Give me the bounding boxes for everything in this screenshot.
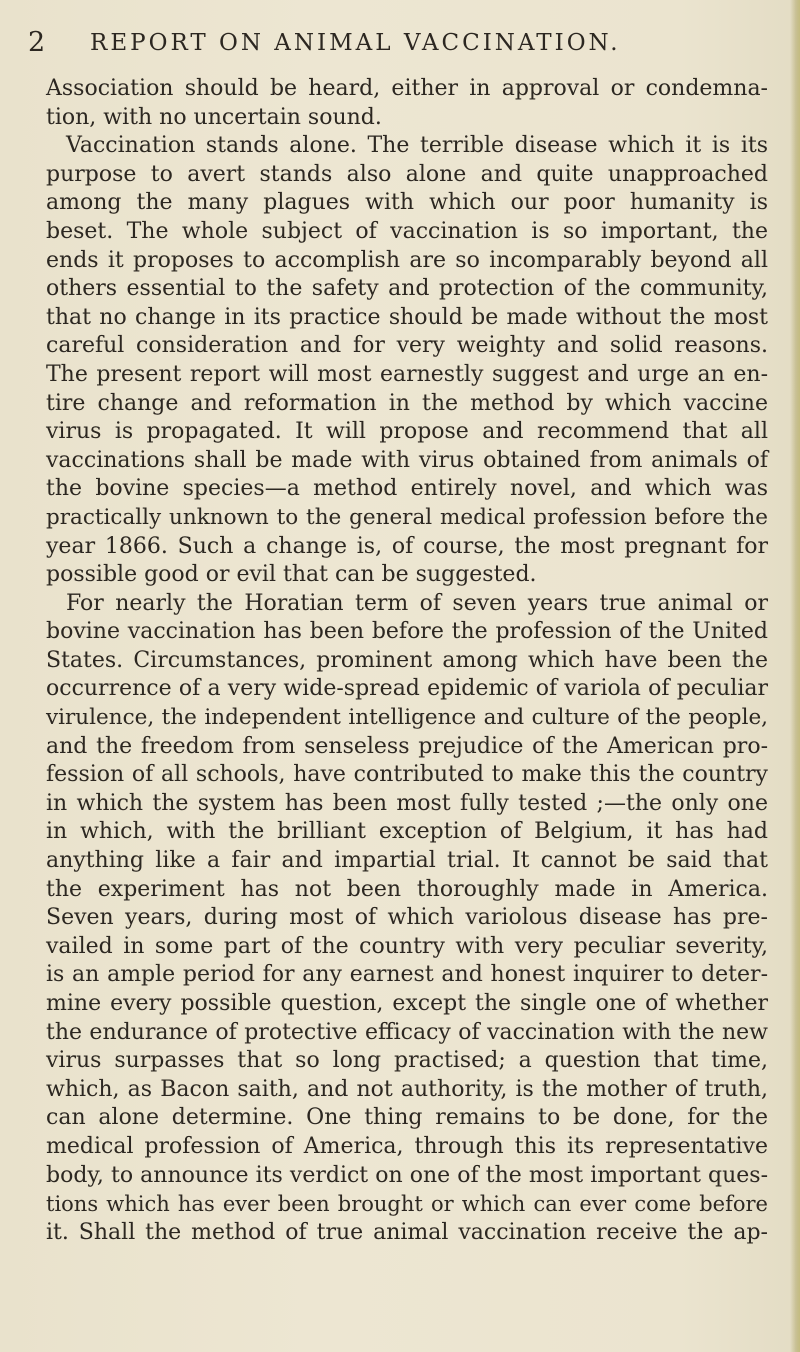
page-number: 2 [28, 27, 46, 58]
text-line: which, as Bacon saith, and not authority, is the mother of truth, [46, 1076, 768, 1102]
text-line: is an ample period for any earnest and honest inquirer to deter- [46, 962, 768, 988]
text-line: in which the system has been most fully tested ;—the only one [46, 790, 768, 816]
text-line: States. Circumstances, prominent among which have been the [46, 647, 768, 673]
text-line: tire change and reformation in the method by which vaccine [46, 390, 768, 416]
text-line: Vaccination stands alone. The terrible disease which it is its [66, 133, 768, 159]
body-text [46, 75, 768, 1247]
text-line: careful consideration and for very weighty and solid reasons. [46, 333, 768, 359]
text-line: virulence, the independent intelligence and culture of the people, [46, 705, 768, 731]
running-head: REPORT ON ANIMAL VACCINATION. [90, 30, 621, 56]
text-line: that no change in its practice should be made without the most [46, 304, 768, 330]
page-header [28, 20, 768, 60]
text-line: tions which has ever been brought or which can ever come before [46, 1192, 768, 1217]
text-line: Seven years, during most of which variolous disease has pre- [46, 905, 768, 931]
text-line: body, to announce its verdict on one of the most important ques- [46, 1162, 768, 1188]
text-line: occurrence of a very wide-spread epidemic of variola of peculiar [46, 676, 768, 702]
text-line: vailed in some part of the country with very peculiar severity, [46, 933, 768, 959]
text-line: virus is propagated. It will propose and recommend that all [46, 419, 768, 445]
text-line: can alone determine. One thing remains to be done, for the [46, 1105, 768, 1131]
text-line: purpose to avert stands also alone and quite unapproached [46, 161, 768, 187]
text-line: practically unknown to the general medical profession before the [46, 504, 768, 530]
text-line: others essential to the safety and protection of the community, [46, 276, 768, 302]
text-line: year 1866. Such a change is, of course, the most pregnant for [46, 533, 768, 559]
text-line: the bovine species—a method entirely novel, and which was [46, 476, 768, 502]
text-line: bovine vaccination has been before the profession of the United [46, 619, 768, 645]
text-line: The present report will most earnestly suggest and urge an en- [46, 361, 768, 387]
text-line: among the many plagues with which our poor humanity is [46, 190, 768, 216]
text-line: ends it proposes to accomplish are so incomparably beyond all [46, 247, 768, 273]
text-line: possible good or evil that can be suggested. [46, 562, 537, 588]
page-edge-shadow [790, 0, 800, 1352]
text-line: For nearly the Horatian term of seven years true animal or [66, 590, 768, 616]
text-line: vaccinations shall be made with virus obtained from animals of [46, 447, 768, 473]
text-line: it. Shall the method of true animal vaccination receive the ap- [46, 1219, 768, 1245]
text-line: mine every possible question, except the single one of whether [46, 991, 768, 1016]
text-line: the endurance of protective efficacy of vaccination with the new [46, 1019, 768, 1045]
text-line: tion, with no uncertain sound. [46, 104, 382, 130]
text-line: beset. The whole subject of vaccination is so important, the [46, 218, 768, 244]
text-line: Association should be heard, either in approval or condemna- [46, 76, 768, 101]
text-line: fession of all schools, have contributed to make this the country [46, 762, 768, 788]
text-line: in which, with the brilliant exception of Belgium, it has had [46, 819, 768, 845]
text-line: medical profession of America, through this its representative [46, 1133, 768, 1159]
text-line: anything like a fair and impartial trial. It cannot be said that [46, 848, 768, 874]
text-line: the experiment has not been thoroughly made in America. [46, 876, 768, 902]
text-line: and the freedom from senseless prejudice of the American pro- [46, 733, 768, 759]
text-line: virus surpasses that so long practised; a question that time, [46, 1048, 768, 1074]
